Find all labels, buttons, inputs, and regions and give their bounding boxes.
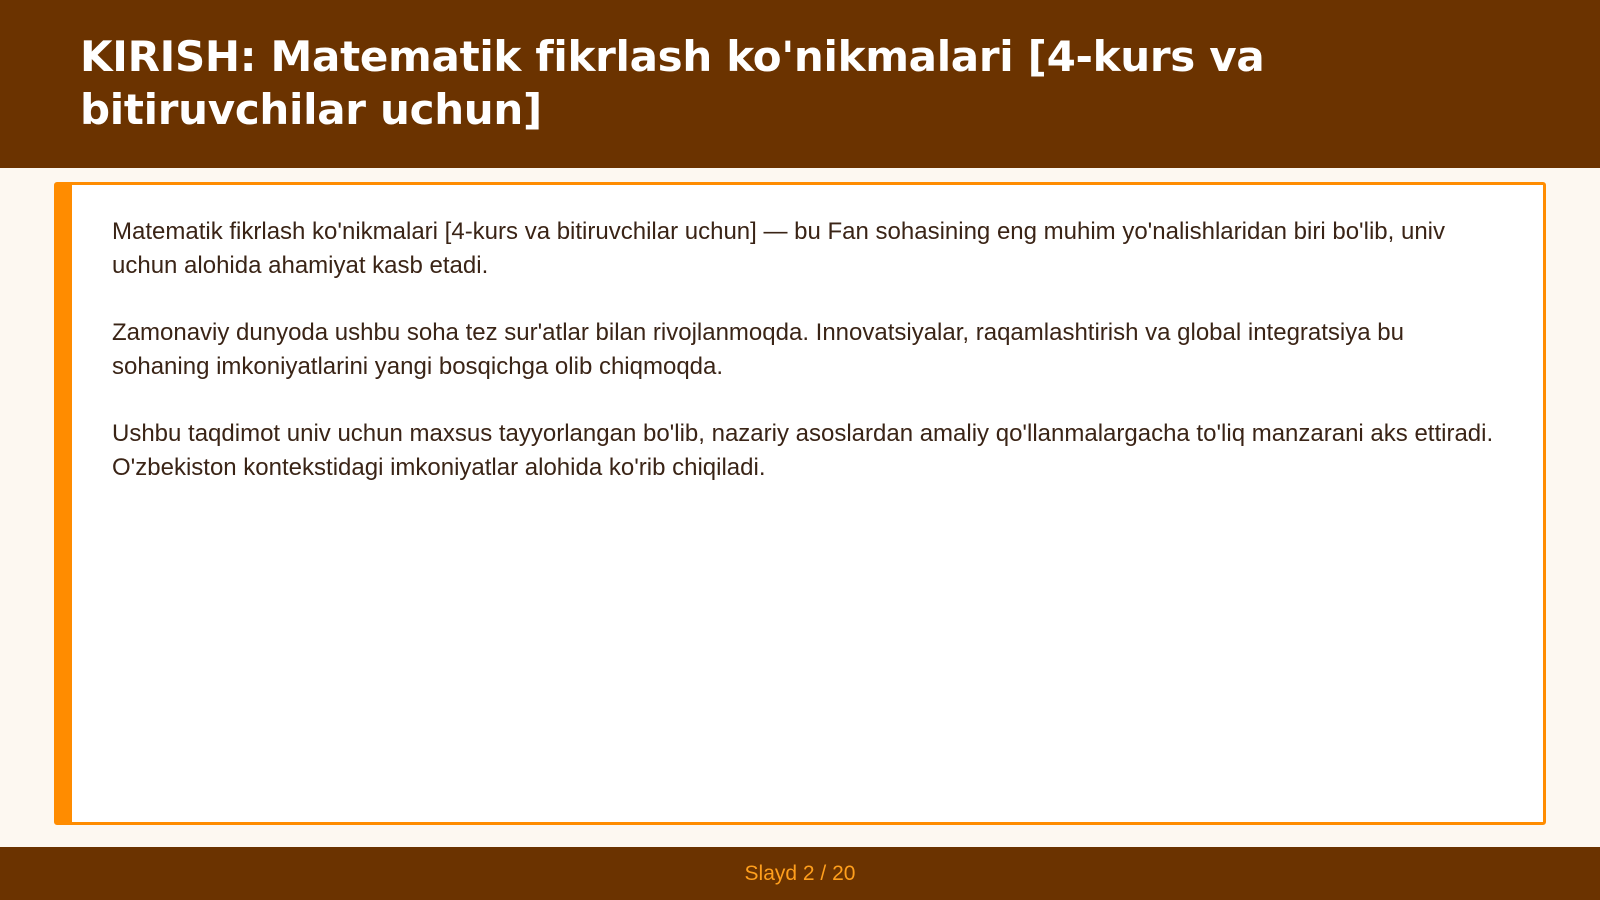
slide-footer <box>0 847 1600 900</box>
paragraph-modern-world: Zamonaviy dunyoda ushbu soha tez sur'atlar bilan rivojlanmoqda. Innovatsiyalar, raqamlashtirish va global integratsiya bu sohaning imkoniyatlarini yangi bosqichga olib chiqmoqda. <box>112 319 1404 380</box>
paragraph-presentation-scope: Ushbu taqdimot univ uchun maxsus tayyorlangan bo'lib, nazariy asoslardan amaliy qo'llanmalargacha to'liq manzarani aks ettiradi. O'zbekiston kontekstidagi imkoniyatlar alohida ko'rib chiqiladi. <box>112 420 1494 481</box>
slide-title: KIRISH: Matematik fikrlash ko'nikmalari [4-kurs va bitiruvchilar uchun] <box>80 32 1265 134</box>
content-card <box>54 182 1546 825</box>
slide-header <box>0 0 1600 168</box>
slide-counter: Slayd 2 / 20 <box>744 861 856 885</box>
paragraph-intro: Matematik fikrlash ko'nikmalari [4-kurs va bitiruvchilar uchun] — bu Fan sohasining eng muhim yo'nalishlaridan biri bo'lib, univ uchun alohida ahamiyat kasb etadi. <box>112 218 1446 279</box>
